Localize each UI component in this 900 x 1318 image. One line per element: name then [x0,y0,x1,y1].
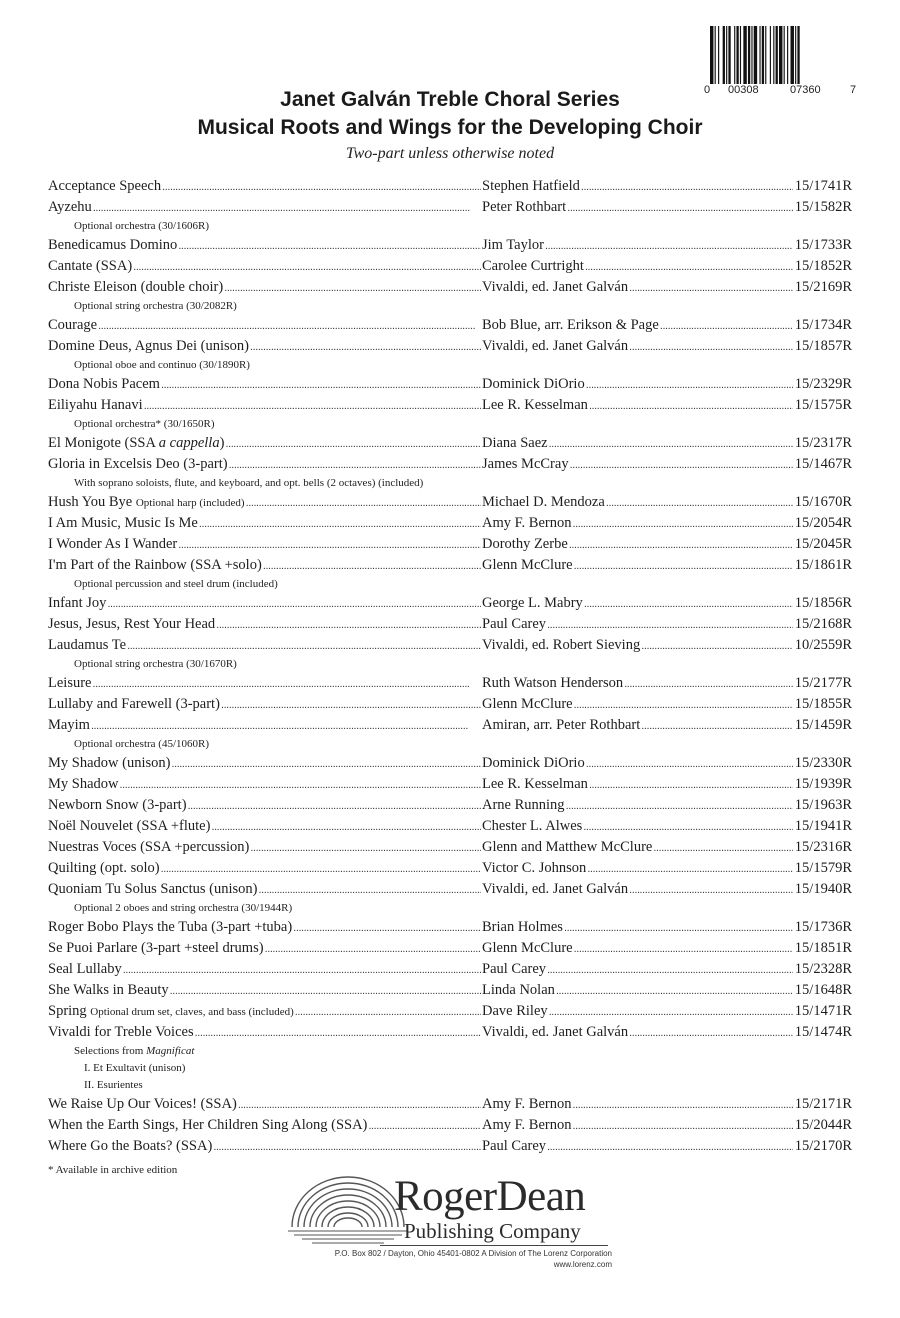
piece-title-text: I Am Music, Music Is Me [48,515,198,531]
composer [482,938,802,960]
piece-title [48,256,481,278]
composer [482,513,802,535]
list-item [48,1094,852,1115]
catalog-number: 15/2328R [793,959,852,980]
composer [482,315,802,337]
barcode-bar [795,26,796,84]
piece-title [48,1094,481,1116]
logo-divider [380,1245,608,1246]
series-title: Janet Galván Treble Choral Series [280,88,620,111]
list-item [48,197,852,218]
catalog-number: 15/1940R [793,879,852,900]
publisher-name: RogerDean [394,1173,586,1220]
piece-title [48,336,481,358]
composer [482,635,802,657]
list-item [48,1115,852,1136]
catalog-number: 15/2168R [793,614,852,635]
sub-item-row [48,1077,852,1094]
accompaniment-note: Optional drum set, claves, and bass (included) [90,1006,294,1018]
list-item [48,980,852,1001]
piece-title-text: My Shadow (unison) [48,755,171,771]
list-item [48,816,852,837]
barcode-bar [787,26,788,84]
piece-title-text: We Raise Up Our Voices! (SSA) [48,1096,237,1112]
barcode-bar [765,26,766,84]
piece-title [48,555,481,577]
composer-text: Amy F. Bernon [482,1096,572,1112]
catalog-number: 15/1670R [793,492,852,513]
accompaniment-note: Optional orchestra* (30/1650R) [74,418,215,430]
list-item [48,277,852,298]
list-item [48,433,852,454]
barcode-bar [728,26,730,84]
selection-text: Selections from [74,1045,147,1057]
composer-text: Bob Blue, arr. Erikson & Page [482,317,659,333]
piece-title-text: Leisure [48,675,92,691]
list-item [48,235,852,256]
piece-title [48,795,481,817]
catalog-number: 15/1575R [793,395,852,416]
list-item [48,774,852,795]
list-item [48,635,852,656]
list-item [48,256,852,277]
piece-title-text: Quoniam Tu Solus Sanctus (unison) [48,881,258,897]
catalog-number: 15/2170R [793,1136,852,1157]
composer [482,715,802,737]
composer-text: Dorothy Zerbe [482,536,568,552]
barcode-digit-check: 7 [850,84,857,96]
piece-title [48,858,481,880]
list-item [48,336,852,357]
list-item [48,492,852,513]
composer-text: Dave Riley [482,1003,548,1019]
note-row [48,416,852,433]
composer-text: James McCray [482,456,569,472]
piece-title-text: Roger Bobo Plays the Tuba (3-part +tuba) [48,919,293,935]
composer [482,197,802,219]
list-item [48,454,852,475]
catalog-number: 15/1941R [793,816,852,837]
piece-title-text: Dona Nobis Pacem [48,376,160,392]
catalog-number: 15/1851R [793,938,852,959]
accompaniment-note: Optional oboe and continuo (30/1890R) [74,359,250,371]
piece-title-text: Nuestras Voces (SSA +percussion) [48,839,250,855]
composer [482,694,802,716]
barcode-bar [718,26,719,84]
composer-text: Victor C. Johnson [482,860,587,876]
composer-text: Arne Running [482,797,565,813]
composer [482,277,802,299]
barcode-bar [754,26,757,84]
accompaniment-note: Optional harp (included) [135,497,245,509]
composer [482,1022,802,1044]
list-item [48,555,852,576]
piece-title [48,1001,481,1023]
address-line: P.O. Box 802 / Dayton, Ohio 45401-0802 A Division of The Lorenz Corporation [334,1249,612,1258]
barcode-bar [773,26,774,84]
list-item [48,614,852,635]
composer [482,858,802,880]
note-row [48,218,852,235]
accompaniment-note: Optional string orchestra (30/2082R) [74,300,237,312]
composer-text: Linda Nolan [482,982,555,998]
list-item [48,715,852,736]
catalog-number: 15/1939R [793,774,852,795]
piece-title-text: Acceptance Speech [48,178,162,194]
accompaniment-note: Optional string orchestra (30/1670R) [74,658,237,670]
catalog-number: 15/1856R [793,593,852,614]
composer [482,492,802,514]
note-row [48,357,852,374]
selection-work: Magnificat [146,1045,195,1057]
list-item [48,395,852,416]
list-item [48,534,852,555]
piece-title [48,1115,481,1137]
piece-title-text: Courage [48,317,98,333]
barcode-bar [759,26,760,84]
note-row [48,900,852,917]
composer-text: Lee R. Kesselman [482,397,588,413]
piece-title [48,879,481,901]
barcode-bar [734,26,735,84]
catalog-number: 15/2330R [793,753,852,774]
composer-text: Glenn McClure [482,940,573,956]
note-row [48,298,852,315]
list-item [48,513,852,534]
piece-title-text: Where Go the Boats? (SSA) [48,1138,213,1154]
composer [482,395,802,417]
selection-text: I. Et Exultavit (unison) [84,1062,186,1074]
piece-title [48,593,481,615]
composer [482,774,802,796]
catalog-number: 15/1861R [793,555,852,576]
series-subtitle: Musical Roots and Wings for the Developing Choir [197,116,703,139]
piece-title-text: I'm Part of the Rainbow (SSA +solo) [48,557,262,573]
selection-item [48,1043,852,1060]
list-item [48,1001,852,1022]
composer-text: Paul Carey [482,616,547,632]
barcode-bar [743,26,746,84]
piece-title-text: Domine Deus, Agnus Dei (unison) [48,338,249,354]
piece-title-text: Spring [48,1003,87,1019]
piece-title [48,694,481,716]
sub-item-row [48,1060,852,1077]
piece-title-italic: a cappella [158,435,220,451]
composer-text: Vivaldi, ed. Janet Galván [482,1024,629,1040]
piece-title-text: Vivaldi for Treble Voices [48,1024,194,1040]
piece-title [48,492,481,514]
accompaniment-note: Optional 2 oboes and string orchestra (30/1944R) [74,902,293,914]
piece-title [48,774,481,796]
list-item [48,879,852,900]
catalog-number: 15/2171R [793,1094,852,1115]
composer [482,374,802,396]
composer [482,534,802,556]
composer [482,433,802,455]
barcode-bar [715,26,716,84]
piece-title-text: Noël Nouvelet (SSA +flute) [48,818,211,834]
selection-item [48,1060,852,1077]
piece-title-tail: ) [219,435,225,451]
website: www.lorenz.com [553,1260,612,1269]
piece-title-text: Cantate (SSA) [48,258,133,274]
list-item [48,858,852,879]
composer-text: Chester L. Alwes [482,818,583,834]
piece-title [48,959,481,981]
accompaniment-note: Optional percussion and steel drum (included) [74,578,278,590]
piece-title [48,980,481,1002]
composer-text: Dominick DiOrio [482,755,585,771]
list-item [48,694,852,715]
composer [482,336,802,358]
composer [482,454,802,476]
composer [482,816,802,838]
barcode [710,26,852,86]
voicing-note: Two-part unless otherwise noted [345,145,555,162]
composer-text: Vivaldi, ed. Janet Galván [482,279,629,295]
barcode-bar [710,26,713,84]
publisher-company: Publishing Company [404,1219,581,1243]
piece-title [48,315,481,337]
composer [482,917,802,939]
barcode-bar [740,26,741,84]
catalog-number: 15/1741R [793,176,852,197]
piece-title-text: Eiliyahu Hanavi [48,397,143,413]
piece-title-text: Jesus, Jesus, Rest Your Head [48,616,216,632]
barcode-bar [791,26,794,84]
selection-text: II. Esurientes [84,1079,143,1091]
catalog-number: 15/1582R [793,197,852,218]
composer [482,1094,802,1116]
composer-text: Ruth Watson Henderson [482,675,624,691]
piece-title-text: Christe Eleison (double choir) [48,279,224,295]
composer [482,1115,802,1137]
piece-title [48,673,481,695]
piece-title-text: Mayim [48,717,90,733]
composer [482,753,802,775]
composer-text: Paul Carey [482,1138,547,1154]
piece-title [48,938,481,960]
catalog-number: 15/2317R [793,433,852,454]
barcode-bars [710,26,852,84]
piece-title-text: Seal Lullaby [48,961,122,977]
catalog-number: 15/1963R [793,795,852,816]
composer-text: Glenn and Matthew McClure [482,839,653,855]
catalog-number: 15/2045R [793,534,852,555]
piece-title [48,816,481,838]
piece-title [48,374,481,396]
catalog-number: 15/1857R [793,336,852,357]
list-item [48,315,852,336]
composer-text: Peter Rothbart [482,199,567,215]
composer-text: George L. Mabry [482,595,583,611]
composer [482,593,802,615]
composer-text: Stephen Hatfield [482,178,580,194]
composer [482,1001,802,1023]
piece-title-text: El Monigote (SSA [48,435,159,451]
piece-title [48,917,481,939]
catalog-number: 15/1648R [793,980,852,1001]
catalog-number: 15/1852R [793,256,852,277]
composer-text: Dominick DiOrio [482,376,585,392]
piece-title [48,635,481,657]
composer-text: Lee R. Kesselman [482,776,588,792]
note-row [48,475,852,492]
piece-title-text: Gloria in Excelsis Deo (3-part) [48,456,228,472]
catalog-number: 15/1474R [793,1022,852,1043]
composer [482,879,802,901]
composer-text: Vivaldi, ed. Janet Galván [482,338,629,354]
piece-title [48,753,481,775]
composer-text: Amy F. Bernon [482,515,572,531]
composer-text: Paul Carey [482,961,547,977]
list-item [48,959,852,980]
piece-title [48,235,481,257]
piece-title-text: Laudamus Te [48,637,127,653]
composer-text: Brian Holmes [482,919,563,935]
catalog-number: 15/1734R [793,315,852,336]
piece-title [48,277,481,299]
piece-title-text: When the Earth Sings, Her Children Sing Along (SSA) [48,1117,368,1133]
barcode-bar [726,26,727,84]
piece-title [48,197,481,219]
catalog-number: 15/1471R [793,1001,852,1022]
composer [482,673,802,695]
barcode-bar [779,26,782,84]
composer-text: Vivaldi, ed. Robert Sieving [482,637,641,653]
list-item [48,837,852,858]
piece-title-text: Newborn Snow (3-part) [48,797,187,813]
composer-text: Glenn McClure [482,696,573,712]
composer [482,837,802,859]
footnote: * Available in archive edition [48,1164,178,1176]
piece-title [48,614,481,636]
barcode-bar [751,26,752,84]
list-item [48,938,852,959]
composer [482,980,802,1002]
composer [482,176,802,198]
barcode-digits-right: 07360 [790,84,821,96]
note-row [48,656,852,673]
page-header [0,86,900,166]
list-item [48,753,852,774]
catalog-number: 15/2044R [793,1115,852,1136]
composer [482,256,802,278]
barcode-bar [723,26,725,84]
piece-title-text: Lullaby and Farewell (3-part) [48,696,220,712]
catalog-list [48,176,852,1157]
piece-title-text: Quilting (opt. solo) [48,860,160,876]
composer-text: Michael D. Mendoza [482,494,605,510]
piece-title [48,395,481,417]
composer-text: Carolee Curtright [482,258,584,274]
piece-title-text: Benedicamus Domino [48,237,178,253]
piece-title [48,715,481,737]
barcode-digit-lead: 0 [704,84,711,96]
composer-text: Glenn McClure [482,557,573,573]
list-item [48,795,852,816]
barcode-bar [770,26,771,84]
catalog-number: 15/2177R [793,673,852,694]
catalog-number: 15/1579R [793,858,852,879]
piece-title [48,1136,481,1158]
composer-text: Diana Saez [482,435,548,451]
catalog-number: 15/2316R [793,837,852,858]
piece-title-text: I Wonder As I Wander [48,536,178,552]
piece-title [48,176,481,198]
barcode-bar [784,26,785,84]
list-item [48,1022,852,1043]
piece-title [48,513,481,535]
barcode-bar [762,26,764,84]
piece-title [48,534,481,556]
selection-item [48,1077,852,1094]
catalog-number: 15/2054R [793,513,852,534]
catalog-number: 15/2329R [793,374,852,395]
publisher-address [290,1248,612,1270]
piece-title [48,454,481,476]
accompaniment-note: Optional orchestra (30/1606R) [74,220,210,232]
piece-title [48,837,481,859]
piece-title-text: Ayzehu [48,199,92,215]
piece-title-text: She Walks in Beauty [48,982,169,998]
piece-title [48,433,481,455]
composer-text: Vivaldi, ed. Janet Galván [482,881,629,897]
piece-title-text: Se Puoi Parlare (3-part +steel drums) [48,940,264,956]
catalog-number: 15/1733R [793,235,852,256]
catalog-number: 15/1467R [793,454,852,475]
catalog-number: 15/2169R [793,277,852,298]
catalog-number: 15/1459R [793,715,852,736]
barcode-bar [736,26,738,84]
list-item [48,673,852,694]
catalog-number: 15/1855R [793,694,852,715]
barcode-bar [776,26,778,84]
barcode-bar [748,26,750,84]
barcode-digits-left: 00308 [728,84,759,96]
composer [482,555,802,577]
accompaniment-note: With soprano soloists, flute, and keyboard, and opt. bells (2 octaves) (included) [74,477,424,489]
list-item [48,593,852,614]
piece-title-text: Hush You Bye [48,494,133,510]
barcode-bar [797,26,799,84]
composer [482,235,802,257]
piece-title-text: Infant Joy [48,595,107,611]
accompaniment-note: Optional orchestra (45/1060R) [74,738,210,750]
list-item [48,917,852,938]
list-item [48,176,852,197]
composer-text: Jim Taylor [482,237,544,253]
catalog-number: 15/1736R [793,917,852,938]
list-item [48,374,852,395]
composer [482,959,802,981]
catalog-number: 10/2559R [793,635,852,656]
logo-arcs-icon [288,1169,408,1245]
sub-item-row [48,1043,852,1060]
composer-text: Amy F. Bernon [482,1117,572,1133]
note-row [48,736,852,753]
piece-title-text: My Shadow [48,776,119,792]
composer [482,1136,802,1158]
piece-title [48,1022,481,1044]
note-row [48,576,852,593]
list-item [48,1136,852,1157]
composer-text: Amiran, arr. Peter Rothbart [482,717,641,733]
composer [482,614,802,636]
composer [482,795,802,817]
